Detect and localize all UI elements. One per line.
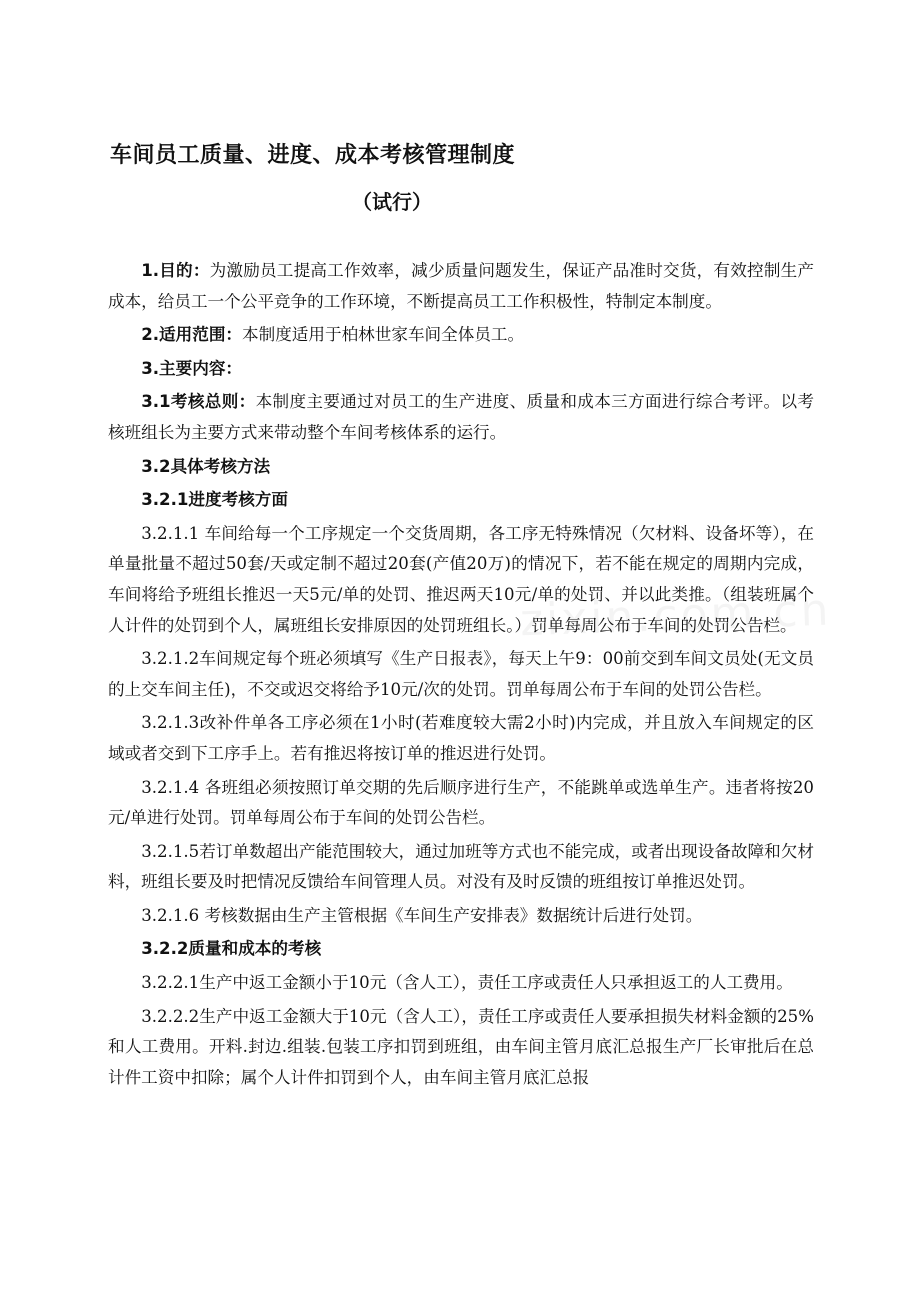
document-subtitle: （试行） xyxy=(352,190,432,214)
clause-3-2-1-5: 3.2.1.5若订单数超出产能范围较大，通过加班等方式也不能完成，或者出现设备故障和欠材料，班组长要及时把情况反馈给车间管理人员。对没有及时反馈的班组按订单推迟处罚。 xyxy=(108,841,814,892)
clause-3-2-2-2: 3.2.2.2生产中返工金额大于10元（含人工），责任工序或责任人要承担损失材料金额的25%和人工费用。开料.封边.组装.包装工序扣罚到班组，由车间主管月底汇总报生产厂长审批后在总计件工资中扣除；属个人计件扣罚到个人，由车间主管月底汇总报 xyxy=(108,1006,814,1087)
section-2-label: 2.适用范围： xyxy=(141,325,243,345)
section-3-1-text: 本制度主要通过对员工的生产进度、质量和成本三方面进行综合考评。以考核班组长为主要方式来带动整个车间考核体系的运行。 xyxy=(108,392,815,442)
section-3-label: 3.主要内容： xyxy=(141,358,243,378)
document-title: 车间员工质量、进度、成本考核管理制度 xyxy=(110,143,516,168)
clause-3-2-1-1: 3.2.1.1 车间给每一个工序规定一个交货周期，各工序无特殊情况（欠材料、设备坏等），在单量批量不超过50套/天或定制不超过20套(产值20万)的情况下，若不能在规定的周期内完成，车间将给予班组长推迟一天5元/单的处罚、推迟两天10元/单的处罚、并以此类推。（组装班属个人计件的处罚到个人，属班组长安排原因的处罚班组长。）罚单每周公布于车间的处罚公告栏。 xyxy=(108,523,814,635)
section-3-2-2-label: 3.2.2质量和成本的考核 xyxy=(141,939,322,959)
section-3-2-1-heading xyxy=(108,485,814,516)
clause-3-2-1-3: 3.2.1.3改补件单各工序必须在1小时(若难度较大需2小时)内完成，并且放入车间规定的区域或者交到下工序手上。若有推迟将按订单的推迟进行处罚。 xyxy=(108,713,814,763)
clause-3-2-2-1: 3.2.2.1生产中返工金额小于10元（含人工），责任工序或责任人只承担返工的人工费用。 xyxy=(141,973,793,993)
document-body xyxy=(108,256,814,1096)
section-3-2-heading xyxy=(108,452,814,483)
section-1-text: 为激励员工提高工作效率，减少质量问题发生，保证产品准时交货，有效控制生产成本，给员工一个公平竞争的工作环境，不断提高员工工作积极性，特制定本制度。 xyxy=(108,261,814,311)
section-3-2-2-heading xyxy=(108,934,814,965)
clause-3-2-1-6: 3.2.1.6 考核数据由生产主管根据《车间生产安排表》数据统计后进行处罚。 xyxy=(141,905,703,925)
section-3-1-label: 3.1考核总则： xyxy=(141,392,256,412)
section-3-2-label: 3.2具体考核方法 xyxy=(141,456,271,476)
clause-3-2-1-2: 3.2.1.2车间规定每个班必须填写《生产日报表》，每天上午9：00前交到车间文员处(无文员的上交车间主任)，不交或迟交将给予10元/次的处罚。罚单每周公布于车间的处罚公告栏。 xyxy=(108,649,814,699)
section-1-label: 1.目的： xyxy=(141,261,210,280)
section-2-text: 本制度适用于柏林世家车间全体员工。 xyxy=(242,325,525,345)
section-3-2-1-label: 3.2.1进度考核方面 xyxy=(141,490,288,510)
clause-3-2-1-4: 3.2.1.4 各班组必须按照订单交期的先后顺序进行生产，不能跳单或选单生产。违者将按20元/单进行处罚。罚单每周公布于车间的处罚公告栏。 xyxy=(108,777,814,828)
section-2-scope xyxy=(108,320,814,351)
section-1-purpose xyxy=(108,256,814,317)
section-3-heading xyxy=(108,354,814,385)
section-3-1-principles xyxy=(108,387,814,448)
